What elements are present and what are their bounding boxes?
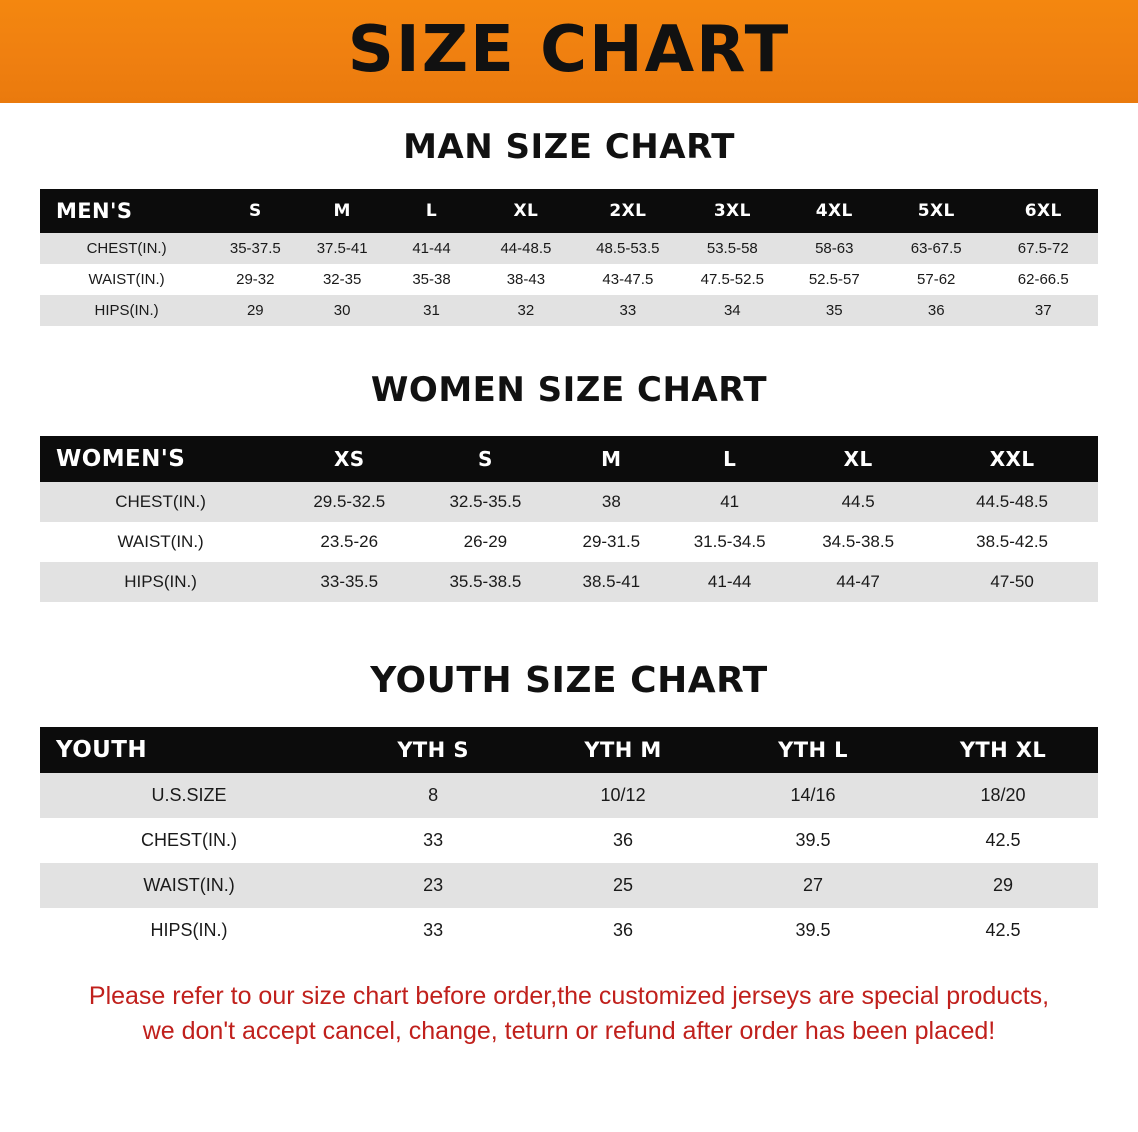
women-row-2-cell-4: 44-47 — [790, 562, 926, 602]
youth-row-0-cell-2: 14/16 — [718, 773, 908, 818]
youth-row-1-cell-1: 36 — [528, 818, 718, 863]
man-header-cell-0: MEN'S — [56, 199, 133, 223]
man-row-2-cell-7: 36 — [884, 295, 988, 326]
youth-header-cell-0: YOUTH — [56, 737, 148, 763]
youth-table-wrap — [40, 727, 1098, 953]
man-table-body — [40, 233, 1098, 326]
youth-row-3-cell-0: 33 — [338, 908, 528, 953]
man-header-cell-1: S — [248, 201, 262, 221]
table-row — [40, 818, 1098, 863]
man-row-1-label: WAIST(IN.) — [40, 264, 213, 295]
man-row-2-cell-1: 30 — [297, 295, 386, 326]
man-row-0-cell-7: 63-67.5 — [884, 233, 988, 264]
women-row-1-cell-0: 23.5-26 — [281, 522, 417, 562]
table-row — [40, 908, 1098, 953]
page-title: SIZE CHART — [347, 12, 791, 87]
man-row-1-cell-3: 38-43 — [476, 264, 575, 295]
disclaimer-note — [34, 979, 1104, 1048]
man-header-cell-6: 3XL — [713, 201, 751, 221]
man-row-0-cell-0: 35-37.5 — [213, 233, 297, 264]
man-header-cell-8: 5XL — [917, 201, 955, 221]
disclaimer-line-1: Please refer to our size chart before order,the customized jerseys are special products, — [88, 982, 1050, 1010]
women-table-wrap — [40, 436, 1098, 602]
youth-header-cell-2: YTH M — [584, 738, 662, 762]
youth-section-heading: YOUTH SIZE CHART — [370, 660, 768, 701]
women-row-2-cell-5: 47-50 — [926, 562, 1098, 602]
man-header-cell-5: 2XL — [609, 201, 647, 221]
man-row-0-label: CHEST(IN.) — [40, 233, 213, 264]
youth-row-1-cell-3: 42.5 — [908, 818, 1098, 863]
man-table-wrap — [40, 189, 1098, 326]
youth-row-3-cell-3: 42.5 — [908, 908, 1098, 953]
women-row-2-cell-0: 33-35.5 — [281, 562, 417, 602]
man-section-heading: MAN SIZE CHART — [403, 127, 735, 167]
man-row-2-cell-4: 33 — [576, 295, 680, 326]
youth-row-2-label: WAIST(IN.) — [40, 863, 338, 908]
women-row-2-cell-2: 38.5-41 — [553, 562, 669, 602]
youth-table-body — [40, 773, 1098, 953]
youth-row-3-cell-1: 36 — [528, 908, 718, 953]
banner — [0, 0, 1138, 103]
women-row-2-label: HIPS(IN.) — [40, 562, 281, 602]
man-row-0-cell-1: 37.5-41 — [297, 233, 386, 264]
women-header-cell-1: XS — [333, 447, 365, 471]
man-row-1-cell-6: 52.5-57 — [785, 264, 884, 295]
women-row-0-cell-1: 32.5-35.5 — [417, 482, 553, 522]
man-row-0-cell-5: 53.5-58 — [680, 233, 784, 264]
women-header-cell-2: S — [477, 447, 493, 471]
women-size-table — [40, 436, 1098, 602]
man-header-cell-9: 6XL — [1024, 201, 1062, 221]
man-row-1-cell-0: 29-32 — [213, 264, 297, 295]
man-row-1-cell-2: 35-38 — [387, 264, 476, 295]
women-row-0-cell-4: 44.5 — [790, 482, 926, 522]
man-row-1-cell-5: 47.5-52.5 — [680, 264, 784, 295]
youth-row-0-cell-3: 18/20 — [908, 773, 1098, 818]
youth-row-2-cell-1: 25 — [528, 863, 718, 908]
table-row — [40, 482, 1098, 522]
man-row-0-cell-2: 41-44 — [387, 233, 476, 264]
youth-row-0-label: U.S.SIZE — [40, 773, 338, 818]
women-row-1-label: WAIST(IN.) — [40, 522, 281, 562]
man-row-1-cell-4: 43-47.5 — [576, 264, 680, 295]
man-row-0-cell-4: 48.5-53.5 — [576, 233, 680, 264]
youth-header-cell-3: YTH L — [778, 738, 848, 762]
disclaimer-line-2: we don't accept cancel, change, teturn or refund after order has been placed! — [142, 1016, 996, 1045]
youth-table-head — [40, 727, 1098, 773]
women-row-0-cell-3: 41 — [669, 482, 790, 522]
youth-row-0-cell-1: 10/12 — [528, 773, 718, 818]
table-header-row — [40, 189, 1098, 233]
women-header-cell-0: WOMEN'S — [56, 446, 186, 472]
women-row-1-cell-4: 34.5-38.5 — [790, 522, 926, 562]
youth-row-0-cell-0: 8 — [338, 773, 528, 818]
man-header-cell-7: 4XL — [815, 201, 853, 221]
women-row-1-cell-3: 31.5-34.5 — [669, 522, 790, 562]
table-row — [40, 773, 1098, 818]
table-row — [40, 264, 1098, 295]
women-table-head — [40, 436, 1098, 482]
women-row-0-cell-2: 38 — [553, 482, 669, 522]
women-row-1-cell-5: 38.5-42.5 — [926, 522, 1098, 562]
women-row-2-cell-1: 35.5-38.5 — [417, 562, 553, 602]
man-row-0-cell-3: 44-48.5 — [476, 233, 575, 264]
youth-row-1-cell-0: 33 — [338, 818, 528, 863]
women-row-2-cell-3: 41-44 — [669, 562, 790, 602]
table-header-row — [40, 727, 1098, 773]
man-row-0-cell-8: 67.5-72 — [988, 233, 1098, 264]
youth-row-1-label: CHEST(IN.) — [40, 818, 338, 863]
man-row-2-cell-6: 35 — [785, 295, 884, 326]
man-header-cell-4: XL — [513, 201, 539, 221]
man-row-2-cell-2: 31 — [387, 295, 476, 326]
man-header-cell-3: L — [425, 201, 438, 221]
youth-row-2-cell-3: 29 — [908, 863, 1098, 908]
youth-row-2-cell-2: 27 — [718, 863, 908, 908]
women-row-0-cell-0: 29.5-32.5 — [281, 482, 417, 522]
women-header-cell-5: XL — [843, 447, 873, 471]
women-header-cell-3: M — [601, 447, 622, 471]
man-row-1-cell-1: 32-35 — [297, 264, 386, 295]
youth-row-2-cell-0: 23 — [338, 863, 528, 908]
youth-header-cell-4: YTH XL — [959, 738, 1047, 762]
man-row-0-cell-6: 58-63 — [785, 233, 884, 264]
women-table-body — [40, 482, 1098, 602]
man-table-head — [40, 189, 1098, 233]
man-row-1-cell-8: 62-66.5 — [988, 264, 1098, 295]
youth-row-1-cell-2: 39.5 — [718, 818, 908, 863]
women-header-cell-6: XXL — [989, 447, 1035, 471]
youth-row-3-label: HIPS(IN.) — [40, 908, 338, 953]
women-row-1-cell-2: 29-31.5 — [553, 522, 669, 562]
man-row-2-cell-5: 34 — [680, 295, 784, 326]
table-row — [40, 522, 1098, 562]
man-row-2-cell-3: 32 — [476, 295, 575, 326]
women-row-0-cell-5: 44.5-48.5 — [926, 482, 1098, 522]
man-size-table — [40, 189, 1098, 326]
women-section-heading: WOMEN SIZE CHART — [370, 370, 768, 410]
man-row-2-cell-0: 29 — [213, 295, 297, 326]
table-row — [40, 295, 1098, 326]
women-header-cell-4: L — [723, 447, 737, 471]
women-row-1-cell-1: 26-29 — [417, 522, 553, 562]
table-row — [40, 562, 1098, 602]
man-header-cell-2: M — [333, 201, 351, 221]
women-row-0-label: CHEST(IN.) — [40, 482, 281, 522]
table-header-row — [40, 436, 1098, 482]
table-row — [40, 233, 1098, 264]
man-row-2-cell-8: 37 — [988, 295, 1098, 326]
youth-size-table — [40, 727, 1098, 953]
youth-row-3-cell-2: 39.5 — [718, 908, 908, 953]
man-row-2-label: HIPS(IN.) — [40, 295, 213, 326]
youth-header-cell-1: YTH S — [397, 738, 469, 762]
table-row — [40, 863, 1098, 908]
man-row-1-cell-7: 57-62 — [884, 264, 988, 295]
